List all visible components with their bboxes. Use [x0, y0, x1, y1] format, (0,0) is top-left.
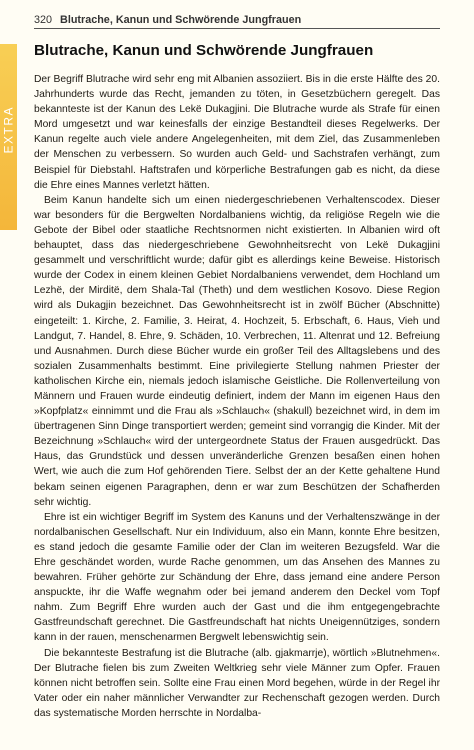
body-text [34, 72, 440, 721]
paragraph-4: Die bekannteste Bestrafung ist die Blutrache (alb. gjakmarrje), wörtlich »Blutnehmen«. Der Blutrache fielen bis zum Zweiten Weltkrieg sehr viele Männer zum Opfer. Frauen können nicht betroffen sein. Sollte eine Frau einen Mord begehen, würde in der Regel ihr Vater oder ein naher männlicher Verwandter zur Rechenschaft gezogen werden. Durch das systematische Morden herrschte in Nordalba- [34, 647, 440, 719]
paragraph-1: Der Begriff Blutrache wird sehr eng mit Albanien assoziiert. Bis in die erste Hälfte des 20. Jahrhunderts wurde das Recht, jemanden zu töten, in Gesetzbüchern geregelt. Das bekannteste ist der Kanun des Lekë Dukagjini. Die Blutrache wurde als Strafe für einen Mord umgesetzt und war keinesfalls der einzige Bestandteil dieses Regelwerks. Der Kanun regelte auch viele andere Angelegenheiten, mit dem Ziel, das Zusammenleben der Menschen zu verbessern. So wurden auch Geld- und Sachstrafen verhängt, zum Beispiel für Diebstahl. Haftstrafen und körperliche Bestrafungen gab es nicht, da diese die Ehre eines Mannes verletzt hätten. [34, 74, 440, 191]
paragraph-3: Ehre ist ein wichtiger Begriff im System des Kanuns und der Verhaltenszwänge in der nordalbanischen Gesellschaft. Nur ein Individuum, also ein Mann, konnte Ehre besitzen, es stand jedoch die gesamte Familie oder der Clan im weiteren Bezugsfeld. War die Ehre geschändet worden, wurde Rache genommen, um das Ansehen des Mannes zu bewahren. Früher gehörte zur Schändung der Ehre, dass jemand eine andere Person anspuckte, ihr die Waffe wegnahm oder bei jemand anderem den Deckel vom Topf nahm. Zum Begriff Ehre wurden auch der Gast und die ihm entgegengebrachte Gastfreundschaft gerechnet. Die Gastfreundschaft hat nichts Uneigennütziges, sondern kann in der rauen, menschenarmen Bergwelt lebenswichtig sein. [34, 511, 440, 644]
running-header [34, 14, 440, 29]
extra-side-label [2, 137, 16, 154]
running-title: Blutrache, Kanun und Schwörende Jungfrauen [60, 14, 302, 26]
page-number: 320 [34, 14, 53, 26]
paragraph-2: Beim Kanun handelte sich um einen niedergeschriebenen Verhaltenscodex. Dieser war besonders für die Bergwelten Nordalbaniens wichtig, da religiöse Regeln wie die Gebote der Bibel oder staatliche Rechtsnormen nicht existierten. In Albanien wird oft behauptet, dass das niedergeschriebene Gewohnheitsrecht von Lekë Dukagjini gesammelt und verschriftlicht wurde; dafür gibt es allerdings keine Beweise. Historisch wurde der Codex in einem kleinen Gebiet Nordalbaniens verwendet, dem Hochland um Lezhë, der Mirditë, dem Shala-Tal (Theth) und dem westlichen Kosovo. Diese Region wird als Dukagjin bezeichnet. Das Gewohnheitsrecht ist in zwölf Bücher (Abschnitte) eingeteilt: 1. Kirche, 2. Familie, 3. Heirat, 4. Hochzeit, 5. Erbschaft, 6. Haus, Vieh und Landgut, 7. Handel, 8. Ehre, 9. Schäden, 10. Verbrechen, 11. Altenrat und 12. Befreiung und Ausnahmen. Durch diese Bücher wurde ein großer Teil des Alltagslebens und des sozialen Zusammenhalts bestimmt. Eine privilegierte Stellung nahmen Priester der katholischen Kirche ein, niemals jedoch islamische Geistliche. Die Rollenverteilung von Männern und Frauen wurde eindeutig definiert, indem der Mann im eigenen Haus den »Kopfplatz« einnimmt und die Frau als »Schlauch« (shakull) bezeichnet wird, in dem im übertragenen Sinn Dinge transportiert werden; gemeint sind vorrangig die Kinder. Mit der Bezeichnung »Schlauch« wird der untergeordnete Status der Frauen ausgedrückt. Das Haus, das Grundstück und dessen unveränderliche Grenzen besaßen einen hohen Wert, wie auch die zum Hof gehörenden Tiere. Selbst der an der Kette gehaltene Hund bekam seinen eigenen Paragraphen, denn er war zum Beschützen der Schafherden sehr wichtig. [34, 194, 440, 508]
section-title: Blutrache, Kanun und Schwörende Jungfrauen [34, 42, 374, 59]
